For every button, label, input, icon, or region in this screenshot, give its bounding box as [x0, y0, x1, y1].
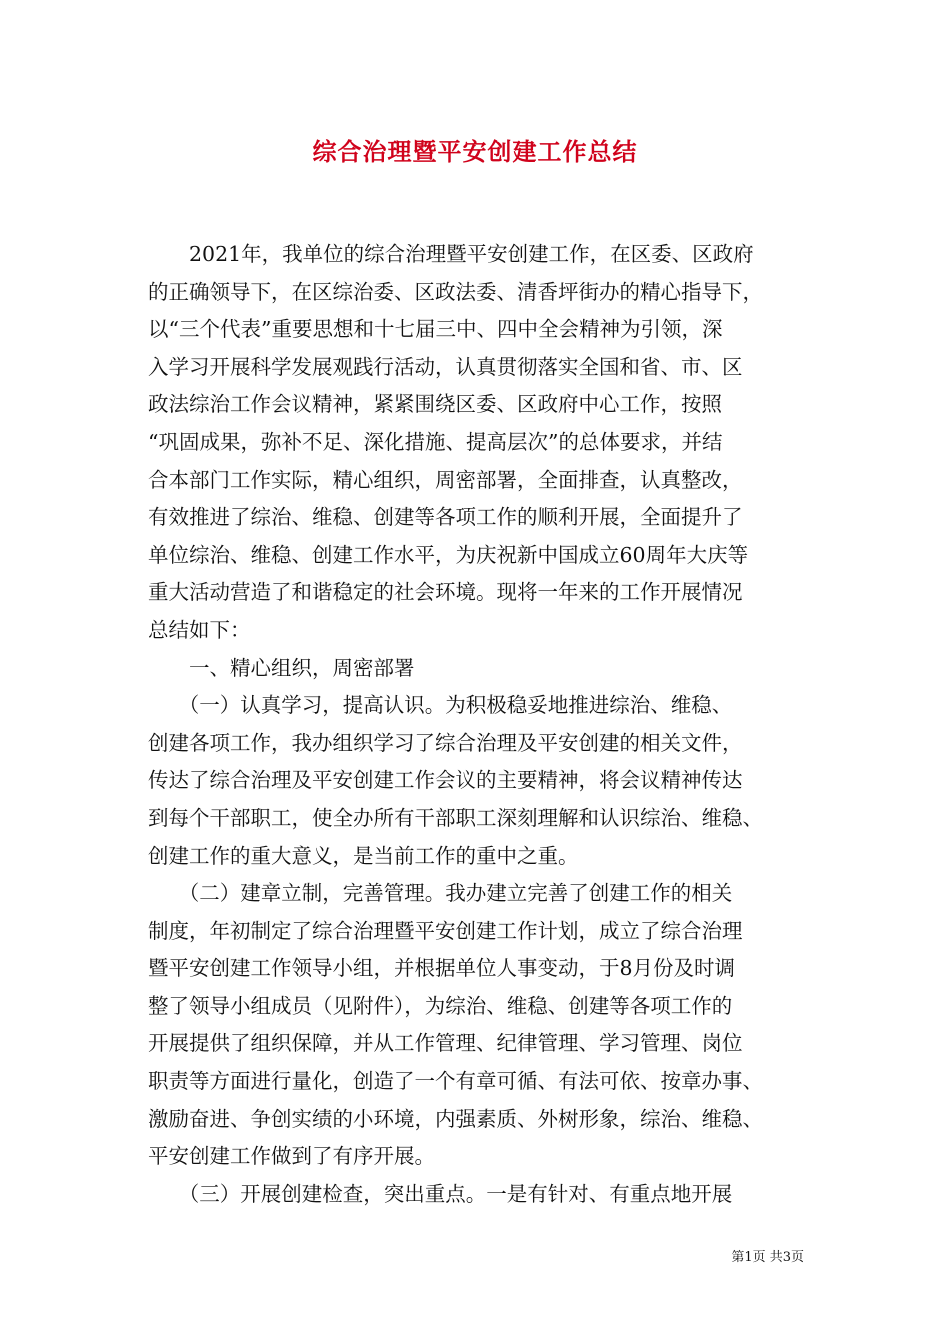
body-line: “巩固成果，弥补不足、深化措施、提高层次”的总体要求，并结: [148, 429, 723, 454]
body-line: 激励奋进、争创实绩的小环境，内强素质、外树形象，综治、维稳、: [148, 1106, 763, 1131]
body-line: 总结如下：: [148, 617, 251, 642]
body-line: 的正确领导下，在区综治委、区政法委、清香坪街办的精心指导下，: [148, 279, 763, 304]
body-line: 有效推进了综治、维稳、创建等各项工作的顺利开展，全面提升了: [148, 505, 743, 530]
body-line: 2021年，我单位的综合治理暨平安创建工作，在区委、区政府: [148, 242, 754, 266]
body-line: 创建各项工作，我办组织学习了综合治理及平安创建的相关文件，: [148, 730, 743, 755]
body-line: （二）建章立制，完善管理。我办建立完善了创建工作的相关: [148, 881, 733, 906]
body-line: （一）认真学习，提高认识。为积极稳妥地推进综治、维稳、: [148, 693, 733, 718]
body-line: 职责等方面进行量化，创造了一个有章可循、有法可依、按章办事、: [148, 1069, 763, 1094]
body-line: 政法综治工作会议精神，紧紧围绕区委、区政府中心工作，按照: [148, 392, 722, 417]
document-title: 综合治理暨平安创建工作总结: [312, 137, 638, 166]
section-heading: 一、精心组织，周密部署: [148, 655, 415, 680]
body-line: 创建工作的重大意义，是当前工作的重中之重。: [148, 843, 579, 868]
body-line: 整了领导小组成员（见附件），为综治、维稳、创建等各项工作的: [148, 993, 733, 1018]
page-number: 第1页 共3页: [731, 1250, 804, 1265]
body-line: 以“三个代表”重要思想和十七届三中、四中全会精神为引领，深: [148, 317, 723, 342]
body-line: 平安创建工作做到了有序开展。: [148, 1144, 435, 1169]
body-line: 入学习开展科学发展观践行活动，认真贯彻落实全国和省、市、区: [148, 354, 743, 379]
body-line: 制度，年初制定了综合治理暨平安创建工作计划，成立了综合治理: [148, 918, 743, 943]
body-line: 暨平安创建工作领导小组，并根据单位人事变动，于8月份及时调: [148, 956, 736, 981]
body-line: （三）开展创建检查，突出重点。一是有针对、有重点地开展: [148, 1181, 733, 1206]
body-line: 开展提供了组织保障，并从工作管理、纪律管理、学习管理、岗位: [148, 1031, 743, 1056]
document-body: [148, 236, 828, 1213]
body-line: 重大活动营造了和谐稳定的社会环境。现将一年来的工作开展情况: [148, 580, 743, 605]
body-line: 到每个干部职工，使全办所有干部职工深刻理解和认识综治、维稳、: [148, 805, 763, 830]
body-line: 传达了综合治理及平安创建工作会议的主要精神，将会议精神传达: [148, 768, 743, 793]
body-line: 合本部门工作实际，精心组织，周密部署，全面排查，认真整改，: [148, 467, 743, 492]
body-line: 单位综治、维稳、创建工作水平，为庆祝新中国成立60周年大庆等: [148, 542, 749, 567]
